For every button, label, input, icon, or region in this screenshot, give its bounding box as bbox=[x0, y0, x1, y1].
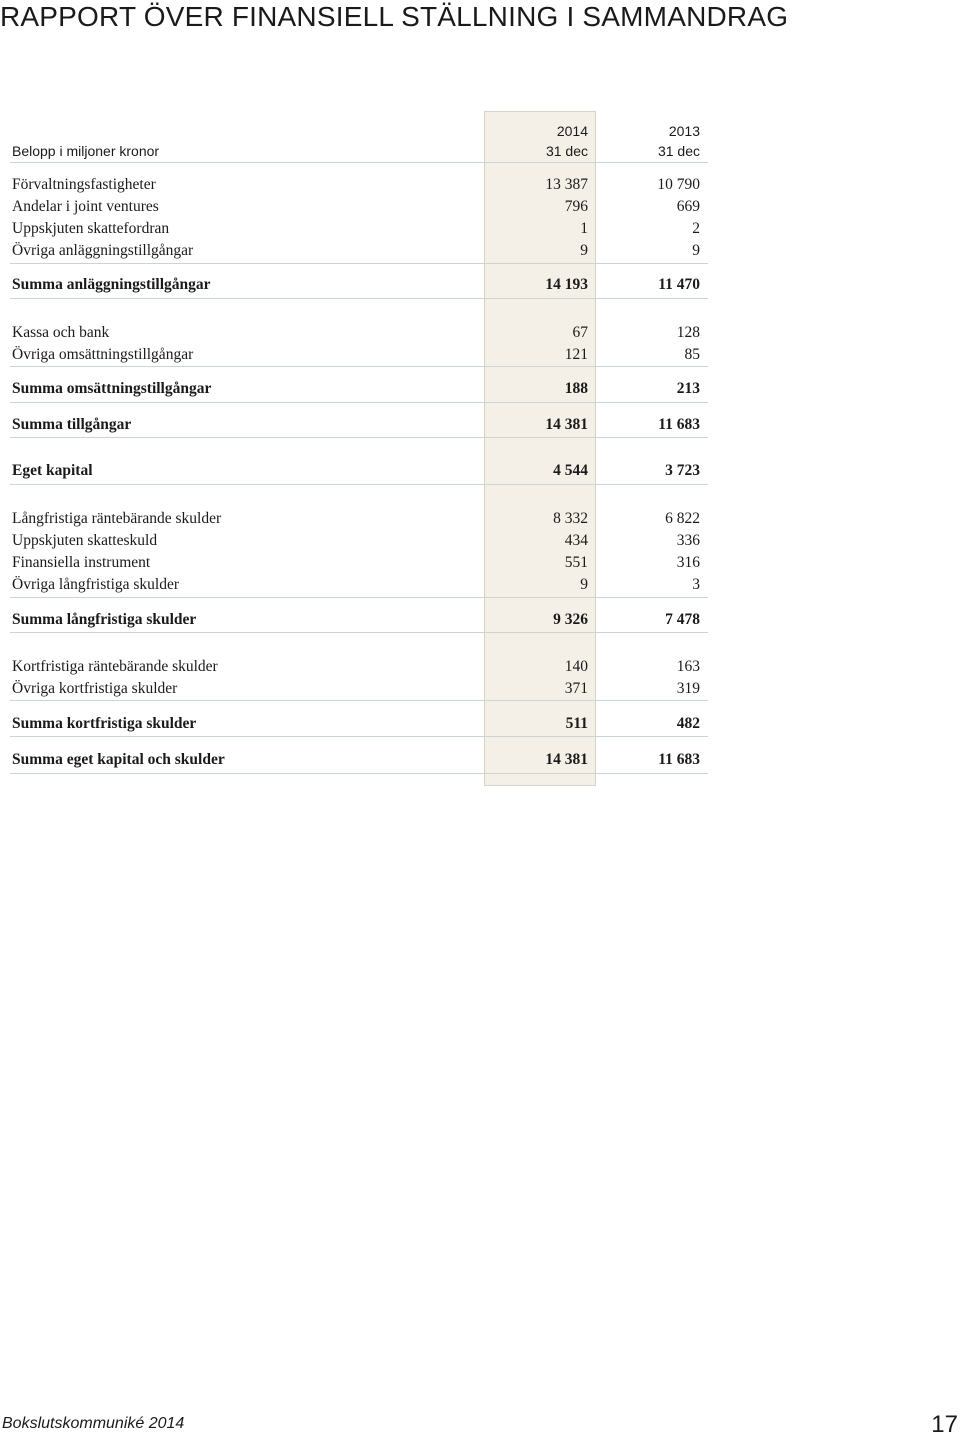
value-2013: 316 bbox=[676, 554, 700, 571]
row-label: Övriga omsättningstillgångar bbox=[12, 346, 194, 363]
divider bbox=[10, 437, 708, 438]
value-2013: 336 bbox=[676, 532, 700, 549]
row-label: Förvaltningsfastigheter bbox=[12, 176, 156, 193]
table-row bbox=[10, 574, 708, 596]
value-2013: 213 bbox=[676, 380, 700, 397]
page-title: RAPPORT ÖVER FINANSIELL STÄLLNING I SAMMANDRAG bbox=[0, 1, 789, 32]
value-2013: 2 bbox=[692, 220, 700, 237]
value-2013: 85 bbox=[684, 346, 700, 363]
value-2013: 11 683 bbox=[658, 751, 700, 768]
col-2014-year: 2014 bbox=[556, 123, 588, 139]
value-2014: 140 bbox=[564, 658, 588, 675]
row-label: Långfristiga räntebärande skulder bbox=[12, 510, 222, 527]
row-label: Summa omsättningstillgångar bbox=[12, 380, 212, 397]
row-label: Finansiella instrument bbox=[12, 554, 151, 571]
value-2013: 6 822 bbox=[665, 510, 700, 527]
value-2013: 163 bbox=[676, 658, 700, 675]
divider bbox=[10, 402, 708, 403]
row-label: Andelar i joint ventures bbox=[12, 198, 159, 215]
divider bbox=[10, 298, 708, 299]
row-label: Uppskjuten skattefordran bbox=[12, 220, 170, 237]
table-row bbox=[10, 196, 708, 218]
row-label: Summa långfristiga skulder bbox=[12, 611, 197, 628]
value-2013: 482 bbox=[676, 715, 700, 732]
col-2013-year: 2013 bbox=[668, 123, 700, 139]
page-number: 17 bbox=[931, 1411, 958, 1438]
value-2014: 371 bbox=[564, 680, 588, 697]
table-row bbox=[10, 344, 708, 366]
value-2013: 10 790 bbox=[657, 176, 700, 193]
total-row bbox=[10, 749, 708, 771]
divider bbox=[10, 700, 708, 701]
value-2014: 9 bbox=[580, 242, 588, 259]
col-2013-date: 31 dec bbox=[657, 143, 700, 159]
divider bbox=[10, 773, 708, 774]
value-2014: 121 bbox=[564, 346, 588, 363]
value-2013: 11 683 bbox=[658, 416, 700, 433]
value-2014: 188 bbox=[564, 380, 588, 397]
row-label: Övriga kortfristiga skulder bbox=[12, 680, 178, 697]
row-label: Summa anläggningstillgångar bbox=[12, 276, 211, 293]
value-2013: 11 470 bbox=[658, 276, 700, 293]
row-label: Summa kortfristiga skulder bbox=[12, 715, 197, 732]
row-label: Summa eget kapital och skulder bbox=[12, 751, 225, 768]
table-row bbox=[10, 508, 708, 530]
value-2014: 13 387 bbox=[545, 176, 588, 193]
row-label: Kortfristiga räntebärande skulder bbox=[12, 658, 218, 675]
table-row bbox=[10, 552, 708, 574]
table-row bbox=[10, 174, 708, 196]
value-2013: 319 bbox=[676, 680, 700, 697]
row-label: Övriga långfristiga skulder bbox=[12, 576, 180, 593]
value-2013: 3 723 bbox=[665, 462, 700, 479]
value-2013: 3 bbox=[692, 576, 700, 593]
divider bbox=[10, 597, 708, 598]
divider bbox=[10, 736, 708, 737]
divider bbox=[10, 484, 708, 485]
row-label: Summa tillgångar bbox=[12, 416, 132, 433]
row-label: Uppskjuten skatteskuld bbox=[12, 532, 158, 549]
table-row bbox=[10, 240, 708, 262]
total-row bbox=[10, 414, 708, 436]
value-2014: 1 bbox=[580, 220, 588, 237]
unit-label: Belopp i miljoner kronor bbox=[12, 143, 160, 159]
value-2014: 14 381 bbox=[545, 751, 588, 768]
value-2014: 511 bbox=[565, 715, 588, 732]
table-row bbox=[10, 530, 708, 552]
value-2014: 8 332 bbox=[553, 510, 588, 527]
value-2013: 669 bbox=[676, 198, 700, 215]
value-2013: 9 bbox=[692, 242, 700, 259]
table-row bbox=[10, 678, 708, 700]
publication-name: Bokslutskommuniké 2014 bbox=[2, 1415, 185, 1432]
value-2014: 796 bbox=[564, 198, 588, 215]
table-row bbox=[10, 656, 708, 678]
value-2014: 9 326 bbox=[553, 611, 588, 628]
value-2013: 128 bbox=[676, 324, 700, 341]
row-label: Eget kapital bbox=[12, 462, 93, 479]
value-2014: 434 bbox=[564, 532, 588, 549]
divider bbox=[10, 632, 708, 633]
subtotal-row bbox=[10, 713, 708, 735]
subtotal-row bbox=[10, 609, 708, 631]
table-row bbox=[10, 322, 708, 344]
divider bbox=[10, 263, 708, 264]
col-2014-date: 31 dec bbox=[545, 143, 588, 159]
subtotal-row bbox=[10, 378, 708, 400]
row-label: Kassa och bank bbox=[12, 324, 110, 341]
equity-row bbox=[10, 460, 708, 482]
value-2014: 14 193 bbox=[545, 276, 588, 293]
table-row bbox=[10, 218, 708, 240]
value-2014: 4 544 bbox=[553, 462, 588, 479]
subtotal-row bbox=[10, 274, 708, 296]
row-label: Övriga anläggningstillgångar bbox=[12, 242, 194, 259]
divider bbox=[10, 366, 708, 367]
value-2014: 14 381 bbox=[545, 416, 588, 433]
divider bbox=[10, 162, 708, 163]
value-2013: 7 478 bbox=[665, 611, 700, 628]
value-2014: 551 bbox=[564, 554, 588, 571]
value-2014: 67 bbox=[572, 324, 588, 341]
value-2014: 9 bbox=[580, 576, 588, 593]
